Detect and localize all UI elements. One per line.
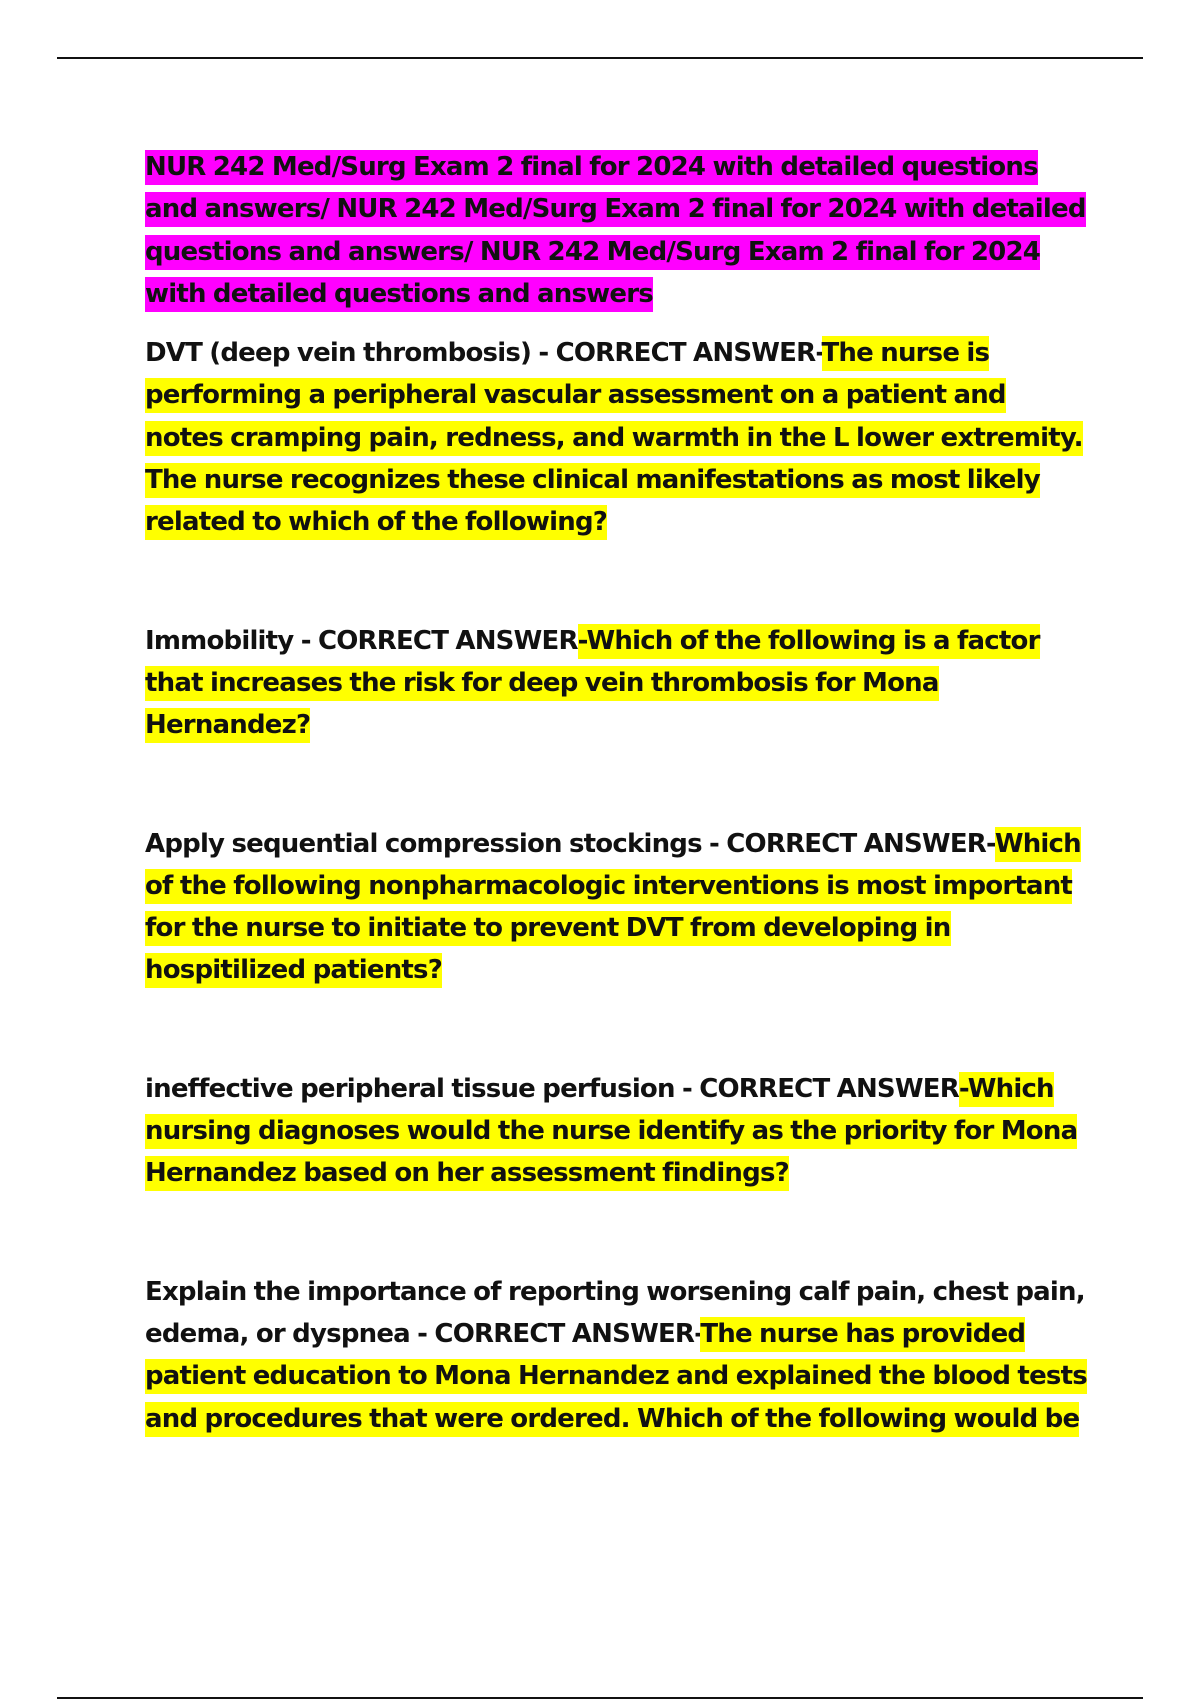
question-highlight: Which of the following nonpharmacologic interventions is most important for the nurse to initiate to prevent DVT from developing in hospitilized patients? xyxy=(145,827,1081,989)
document-title xyxy=(145,146,1090,315)
document-body xyxy=(145,146,1090,1440)
qa-entry-1 xyxy=(145,332,1090,543)
header-rule xyxy=(57,57,1143,59)
footer-rule xyxy=(57,1697,1143,1699)
answer-term: DVT (deep vein thrombosis) - CORRECT ANSWER- xyxy=(145,338,822,369)
qa-entry-4 xyxy=(145,1068,1090,1195)
qa-entry-2 xyxy=(145,620,1090,747)
qa-entry-3 xyxy=(145,823,1090,992)
answer-term: Apply sequential compression stockings - CORRECT ANSWER- xyxy=(145,828,995,859)
question-highlight: -Which of the following is a factor that increases the risk for deep vein thrombosis for Mona Hernandez? xyxy=(145,624,1040,744)
answer-term: ineffective peripheral tissue perfusion - CORRECT ANSWER xyxy=(145,1073,959,1104)
answer-term: Immobility - CORRECT ANSWER xyxy=(145,625,578,656)
question-highlight: -Which nursing diagnoses would the nurse identify as the priority for Mona Hernandez based on her assessment findings? xyxy=(145,1072,1077,1192)
qa-entry-5 xyxy=(145,1271,1090,1440)
title-highlight: NUR 242 Med/Surg Exam 2 final for 2024 with detailed questions and answers/ NUR 242 Med/Surg Exam 2 final for 2024 with detailed questions and answers/ NUR 242 Med/Surg Exam 2 final for 2024 with detailed questions and answers xyxy=(145,150,1086,312)
answer-term: Explain the importance of reporting worsening calf pain, chest pain, edema, or dyspnea - CORRECT ANSWER- xyxy=(145,1276,1085,1349)
question-highlight: The nurse has provided patient education to Mona Hernandez and explained the blood tests and procedures that were ordered. Which of the following would be xyxy=(145,1317,1087,1437)
question-highlight: The nurse is performing a peripheral vascular assessment on a patient and notes cramping pain, redness, and warmth in the L lower extremity. The nurse recognizes these clinical manifestations as most likely related to which of the following? xyxy=(145,336,1083,540)
